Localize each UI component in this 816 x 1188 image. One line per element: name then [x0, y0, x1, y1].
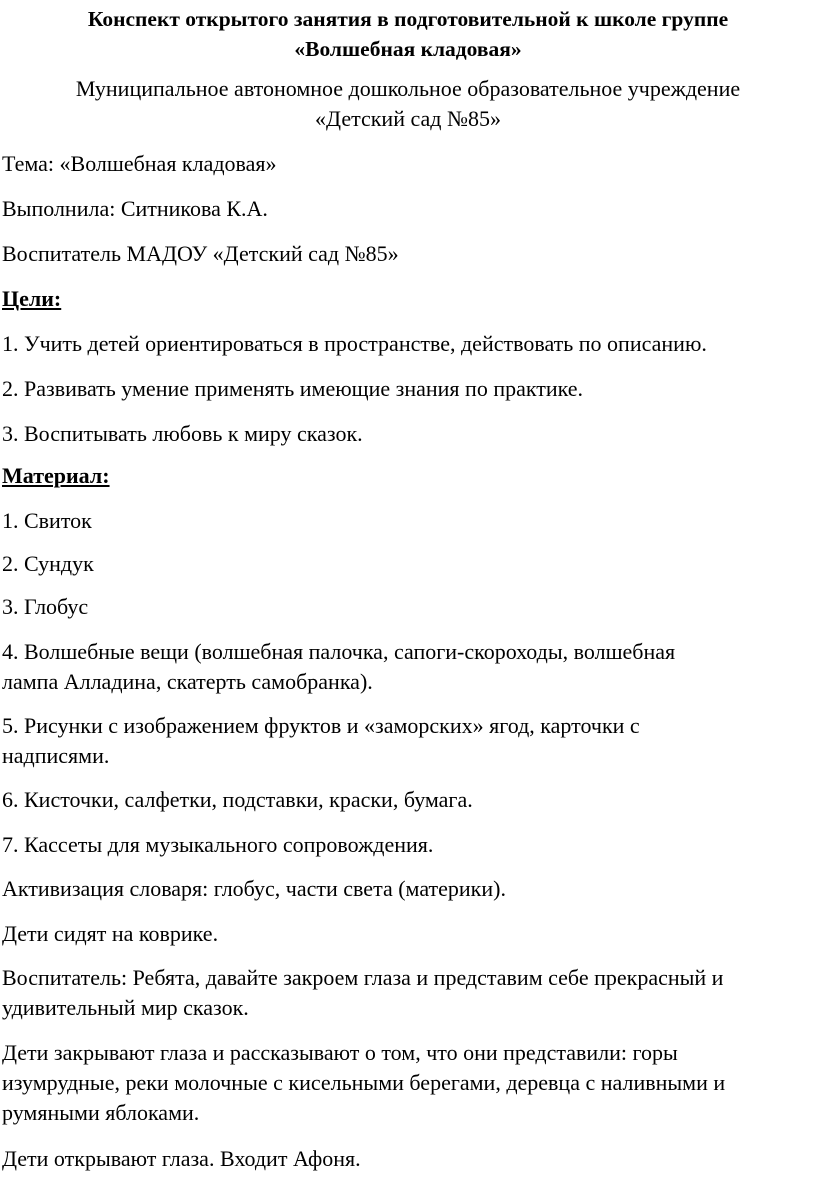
organization-name	[0, 74, 816, 134]
author-line: Выполнила: Ситникова К.А.	[2, 196, 268, 221]
scene-line-2: Дети открывают глаза. Входит Афоня.	[2, 1146, 361, 1171]
children-line-3: румяными яблоками.	[2, 1100, 200, 1125]
material-item-6: 6. Кисточки, салфетки, подставки, краски, бумага.	[2, 787, 473, 812]
goal-item-3: 3. Воспитывать любовь к миру сказок.	[2, 421, 363, 446]
material-heading: Материал:	[2, 463, 110, 488]
children-line-1: Дети закрывают глаза и рассказывают о том, что они представили: горы	[2, 1040, 678, 1065]
position-line: Воспитатель МАДОУ «Детский сад №85»	[2, 241, 399, 266]
teacher-line-1: Воспитатель: Ребята, давайте закроем глаза и представим себе прекрасный и	[2, 965, 724, 990]
org-line-2: «Детский сад №85»	[315, 106, 501, 131]
goal-item-2: 2. Развивать умение применять имеющие знания по практике.	[2, 376, 584, 401]
vocabulary-line: Активизация словаря: глобус, части света (материки).	[2, 876, 506, 901]
topic-line: Тема: «Волшебная кладовая»	[2, 151, 277, 176]
material-item-4-line-1: 4. Волшебные вещи (волшебная палочка, сапоги-скороходы, волшебная	[2, 639, 676, 664]
goal-item-1: 1. Учить детей ориентироваться в пространстве, действовать по описанию.	[2, 331, 707, 356]
material-item-3: 3. Глобус	[2, 594, 89, 619]
material-item-1: 1. Свиток	[2, 508, 92, 533]
material-item-7: 7. Кассеты для музыкального сопровождения.	[2, 832, 434, 857]
children-line-2: изумрудные, реки молочные с кисельными берегами, деревца с наливными и	[2, 1070, 726, 1095]
org-line-1: Муниципальное автономное дошкольное образовательное учреждение	[75, 76, 741, 101]
title-line-2: «Волшебная кладовая»	[294, 37, 522, 61]
material-item-5-line-2: надписями.	[2, 743, 110, 768]
goals-heading: Цели:	[2, 286, 62, 311]
material-item-4-line-2: лампа Алладина, скатерть самобранка).	[2, 669, 373, 694]
document-title	[0, 4, 816, 64]
material-item-2: 2. Сундук	[2, 551, 94, 576]
material-item-5-line-1: 5. Рисунки с изображением фруктов и «заморских» ягод, карточки с	[2, 713, 640, 738]
scene-line-1: Дети сидят на коврике.	[2, 921, 219, 946]
title-line-1: Конспект открытого занятия в подготовительной к школе группе	[87, 7, 729, 31]
teacher-line-2: удивительный мир сказок.	[2, 995, 249, 1020]
